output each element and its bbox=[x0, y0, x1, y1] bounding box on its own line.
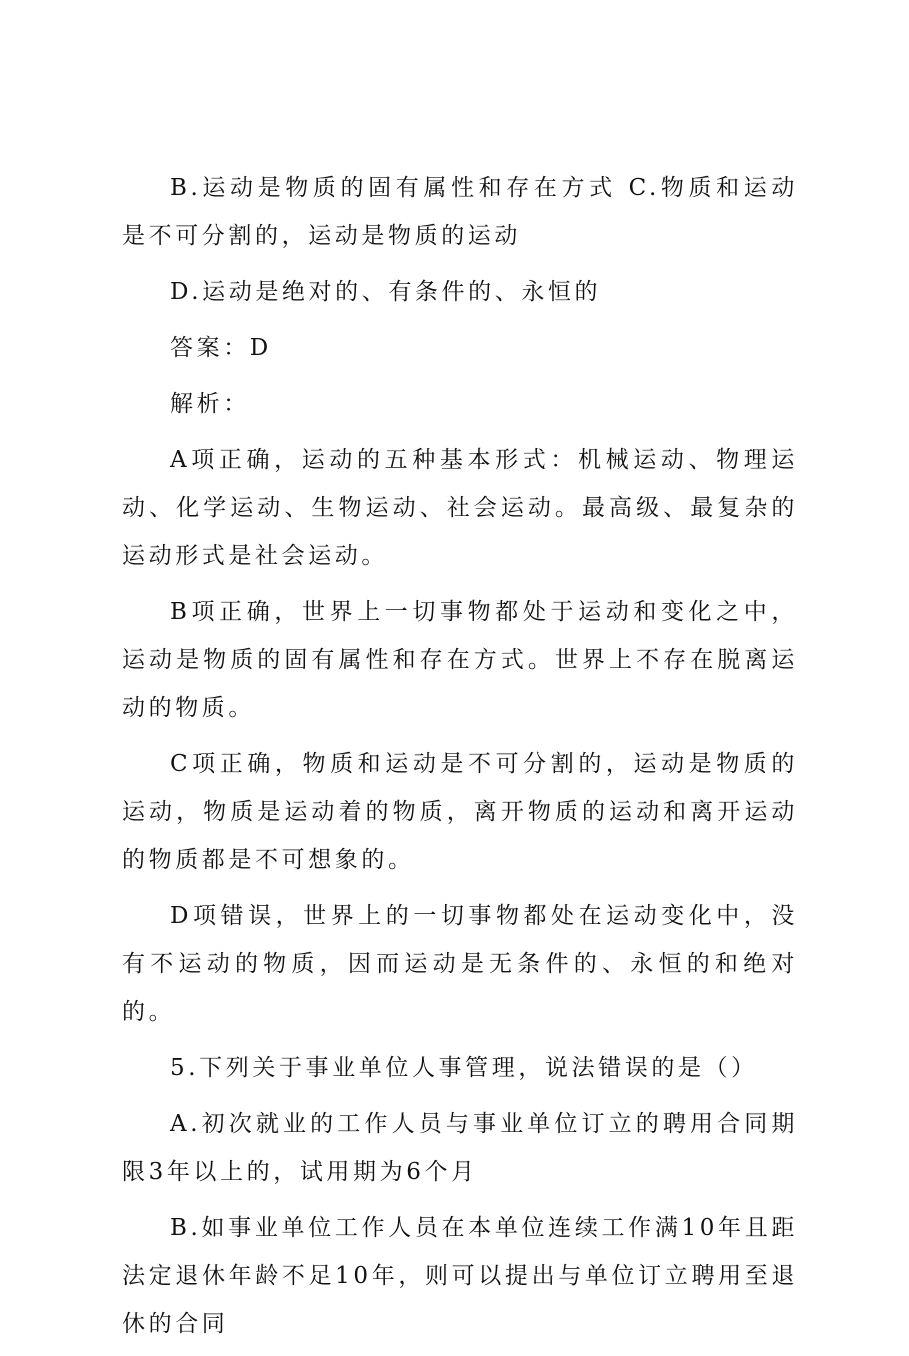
document-body bbox=[122, 164, 798, 1356]
analysis-b: B项正确，世界上一切事物都处于运动和变化之中，运动是物质的固有属性和存在方式。世界上不存在脱离运动的物质。 bbox=[122, 599, 798, 721]
analysis-heading: 解析： bbox=[170, 391, 250, 417]
question-5-option-a: A.初次就业的工作人员与事业单位订立的聘用合同期限3年以上的，试用期为6个月 bbox=[122, 1111, 798, 1185]
analysis-d: D项错误，世界上的一切事物都处在运动变化中，没有不运动的物质，因而运动是无条件的、永恒的和绝对的。 bbox=[122, 903, 798, 1025]
option-b-and-c: B.运动是物质的固有属性和存在方式 C.物质和运动是不可分割的，运动是物质的运动 bbox=[122, 175, 798, 249]
question-5-option-b: B.如事业单位工作人员在本单位连续工作满10年且距法定退休年龄不足10年，则可以提出与单位订立聘用至退休的合同 bbox=[122, 1215, 798, 1337]
option-d: D.运动是绝对的、有条件的、永恒的 bbox=[170, 279, 602, 305]
question-5: 5.下列关于事业单位人事管理，说法错误的是（） bbox=[170, 1055, 758, 1081]
analysis-a: A项正确，运动的五种基本形式：机械运动、物理运动、化学运动、生物运动、社会运动。最高级、最复杂的运动形式是社会运动。 bbox=[122, 447, 798, 569]
analysis-c: C项正确，物质和运动是不可分割的，运动是物质的运动，物质是运动着的物质，离开物质的运动和离开运动的物质都是不可想象的。 bbox=[122, 751, 798, 873]
answer-line: 答案：D bbox=[170, 335, 272, 361]
